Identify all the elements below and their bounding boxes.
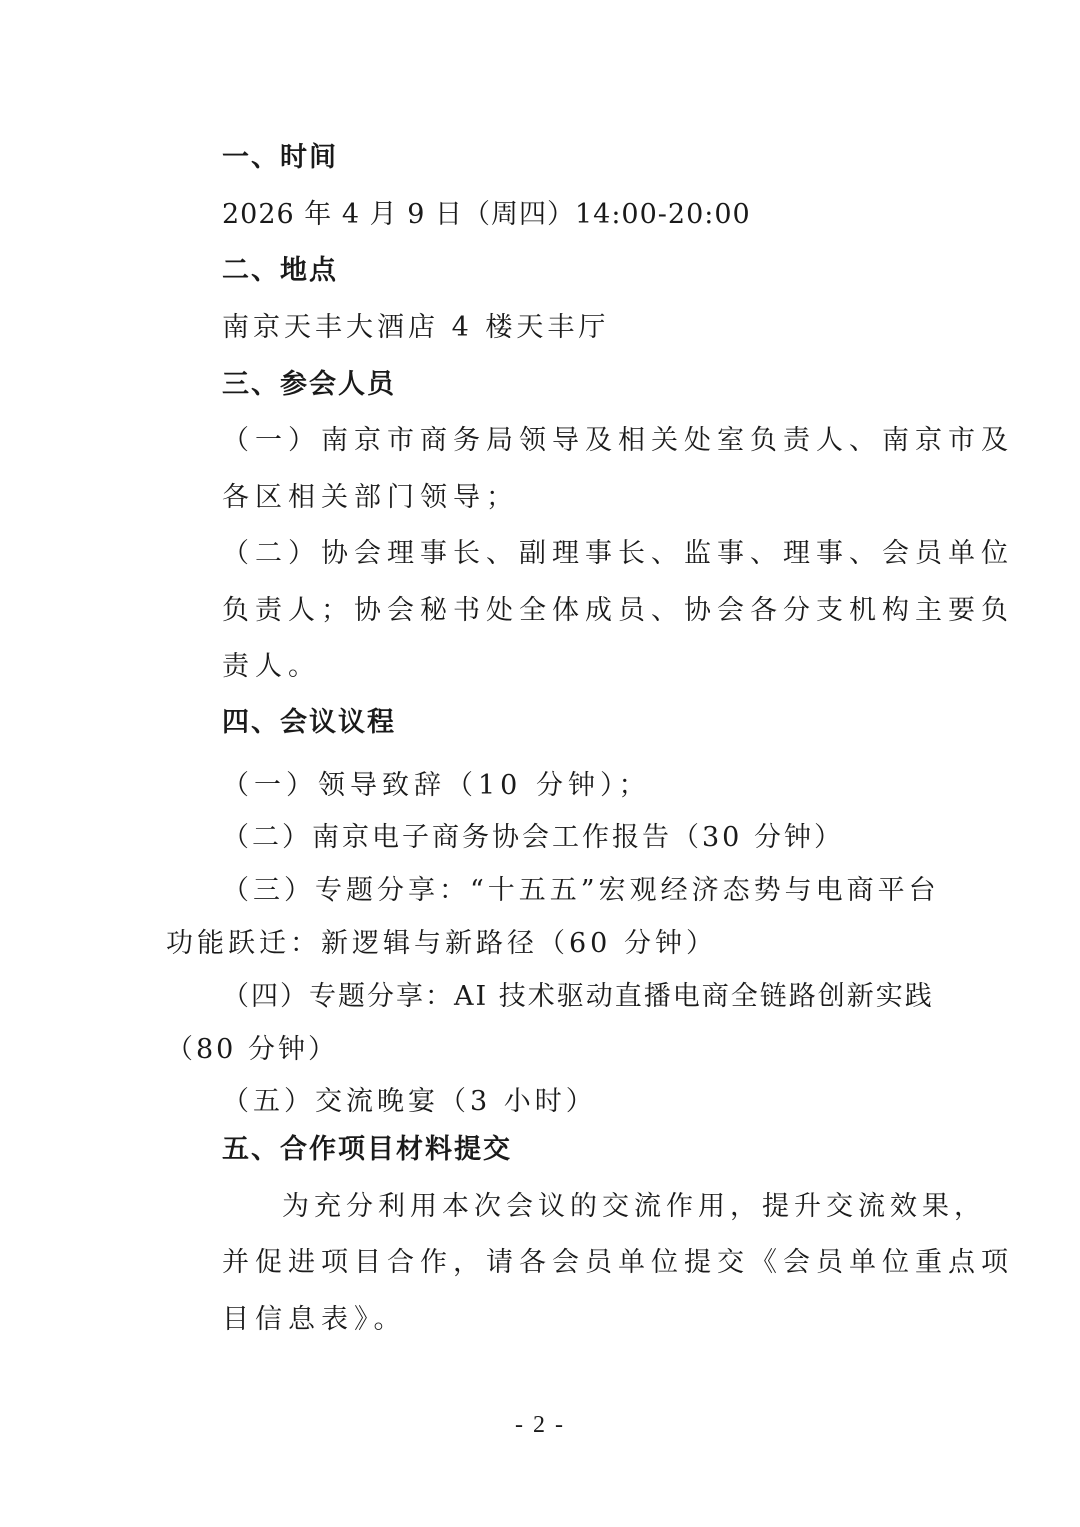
page-number: - 2 -	[515, 1412, 565, 1438]
section-heading-agenda: 四、会议议程	[222, 707, 396, 738]
section-heading-time: 一、时间	[222, 142, 338, 173]
attendees-line: （二）协会理事长、副理事长、监事、理事、会员单位	[222, 538, 1014, 569]
agenda-item: （三）专题分享：“十五五”宏观经济态势与电商平台	[222, 875, 940, 906]
materials-paragraph-line: 目信息表》。	[222, 1304, 407, 1335]
time-content: 2026 年 4 月 9 日（周四）14:00-20:00	[222, 199, 751, 230]
agenda-item: （五）交流晚宴（3 小时）	[222, 1086, 597, 1117]
section-heading-location: 二、地点	[222, 255, 338, 286]
attendees-line: 负责人；协会秘书处全体成员、协会各分支机构主要负	[222, 595, 1014, 626]
section-heading-materials: 五、合作项目材料提交	[222, 1134, 512, 1165]
agenda-item: （一）领导致辞（10 分钟）；	[222, 770, 651, 801]
attendees-line: （一）南京市商务局领导及相关处室负责人、南京市及	[222, 425, 1014, 456]
agenda-item-continued: （80 分钟）	[166, 1034, 338, 1065]
materials-paragraph-line: 为充分利用本次会议的交流作用，提升交流效果，	[282, 1191, 986, 1222]
section-heading-attendees: 三、参会人员	[222, 369, 396, 400]
location-content: 南京天丰大酒店 4 楼天丰厅	[222, 312, 610, 343]
agenda-item-continued: 功能跃迁：新逻辑与新路径（60 分钟）	[166, 928, 717, 959]
attendees-line: 责人。	[222, 651, 321, 682]
materials-paragraph-line: 并促进项目合作，请各会员单位提交《会员单位重点项	[222, 1247, 1014, 1278]
agenda-item: （二）南京电子商务协会工作报告（30 分钟）	[222, 822, 844, 853]
agenda-item: （四）专题分享：AI 技术驱动直播电商全链路创新实践	[222, 981, 934, 1012]
attendees-line: 各区相关部门领导；	[222, 482, 519, 513]
